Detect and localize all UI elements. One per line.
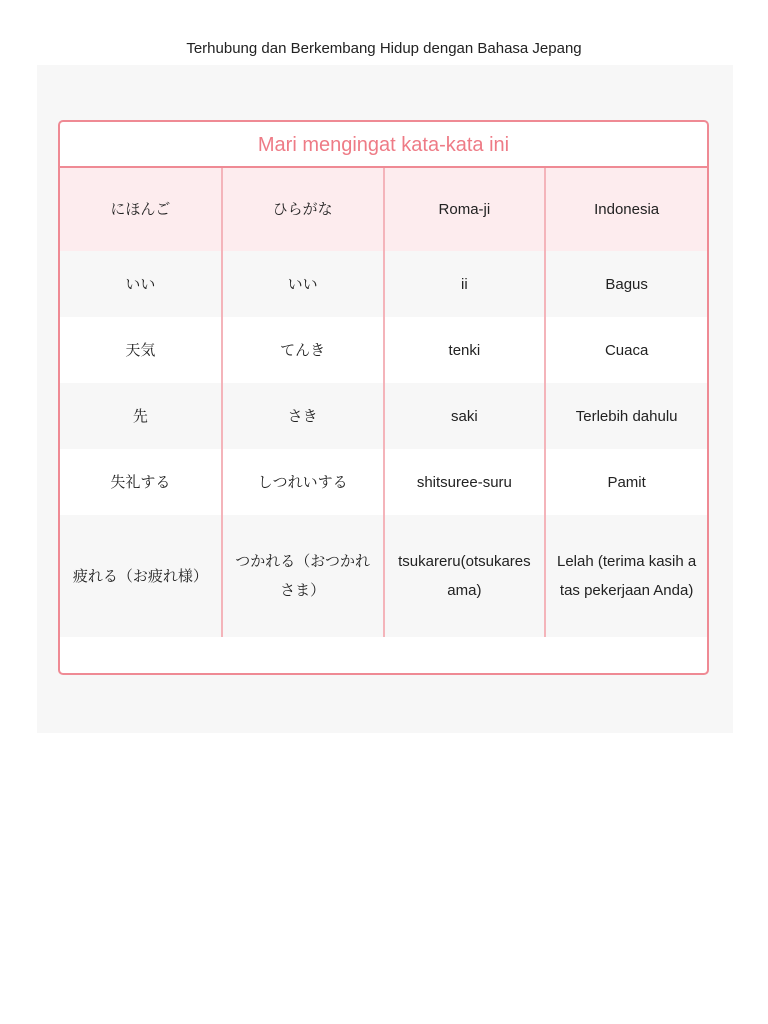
table-header-row: [60, 168, 707, 251]
cell-romaji: tenki: [384, 317, 546, 383]
cell-japanese: 疲れる（お疲れ様）: [60, 515, 222, 637]
cell-hiragana: しつれいする: [222, 449, 384, 515]
cell-romaji: ii: [384, 251, 546, 317]
cell-indonesia: Bagus: [545, 251, 707, 317]
column-header-japanese: にほんご: [60, 168, 222, 251]
content-panel: [37, 65, 733, 733]
cell-indonesia: Cuaca: [545, 317, 707, 383]
table-row: [60, 383, 707, 449]
cell-romaji: tsukareru(otsukaresama): [384, 515, 546, 637]
cell-hiragana: いい: [222, 251, 384, 317]
table-row: [60, 251, 707, 317]
cell-japanese: 失礼する: [60, 449, 222, 515]
cell-japanese: いい: [60, 251, 222, 317]
table-row: [60, 449, 707, 515]
cell-hiragana: てんき: [222, 317, 384, 383]
page-header-title: Terhubung dan Berkembang Hidup dengan Bahasa Jepang: [186, 40, 582, 57]
cell-indonesia: Lelah (terima kasih atas pekerjaan Anda): [545, 515, 707, 637]
cell-indonesia: Terlebih dahulu: [545, 383, 707, 449]
cell-japanese: 天気: [60, 317, 222, 383]
card-title: Mari mengingat kata-kata ini: [60, 122, 707, 168]
cell-romaji: shitsuree-suru: [384, 449, 546, 515]
cell-romaji: saki: [384, 383, 546, 449]
cell-hiragana: さき: [222, 383, 384, 449]
table-row: [60, 317, 707, 383]
vocabulary-table: [60, 168, 707, 637]
cell-hiragana: つかれる（おつかれさま）: [222, 515, 384, 637]
table-row: [60, 515, 707, 637]
cell-japanese: 先: [60, 383, 222, 449]
column-header-indonesia: Indonesia: [545, 168, 707, 251]
column-header-hiragana: ひらがな: [222, 168, 384, 251]
column-header-romaji: Roma-ji: [384, 168, 546, 251]
cell-indonesia: Pamit: [545, 449, 707, 515]
vocabulary-card: [58, 120, 709, 675]
